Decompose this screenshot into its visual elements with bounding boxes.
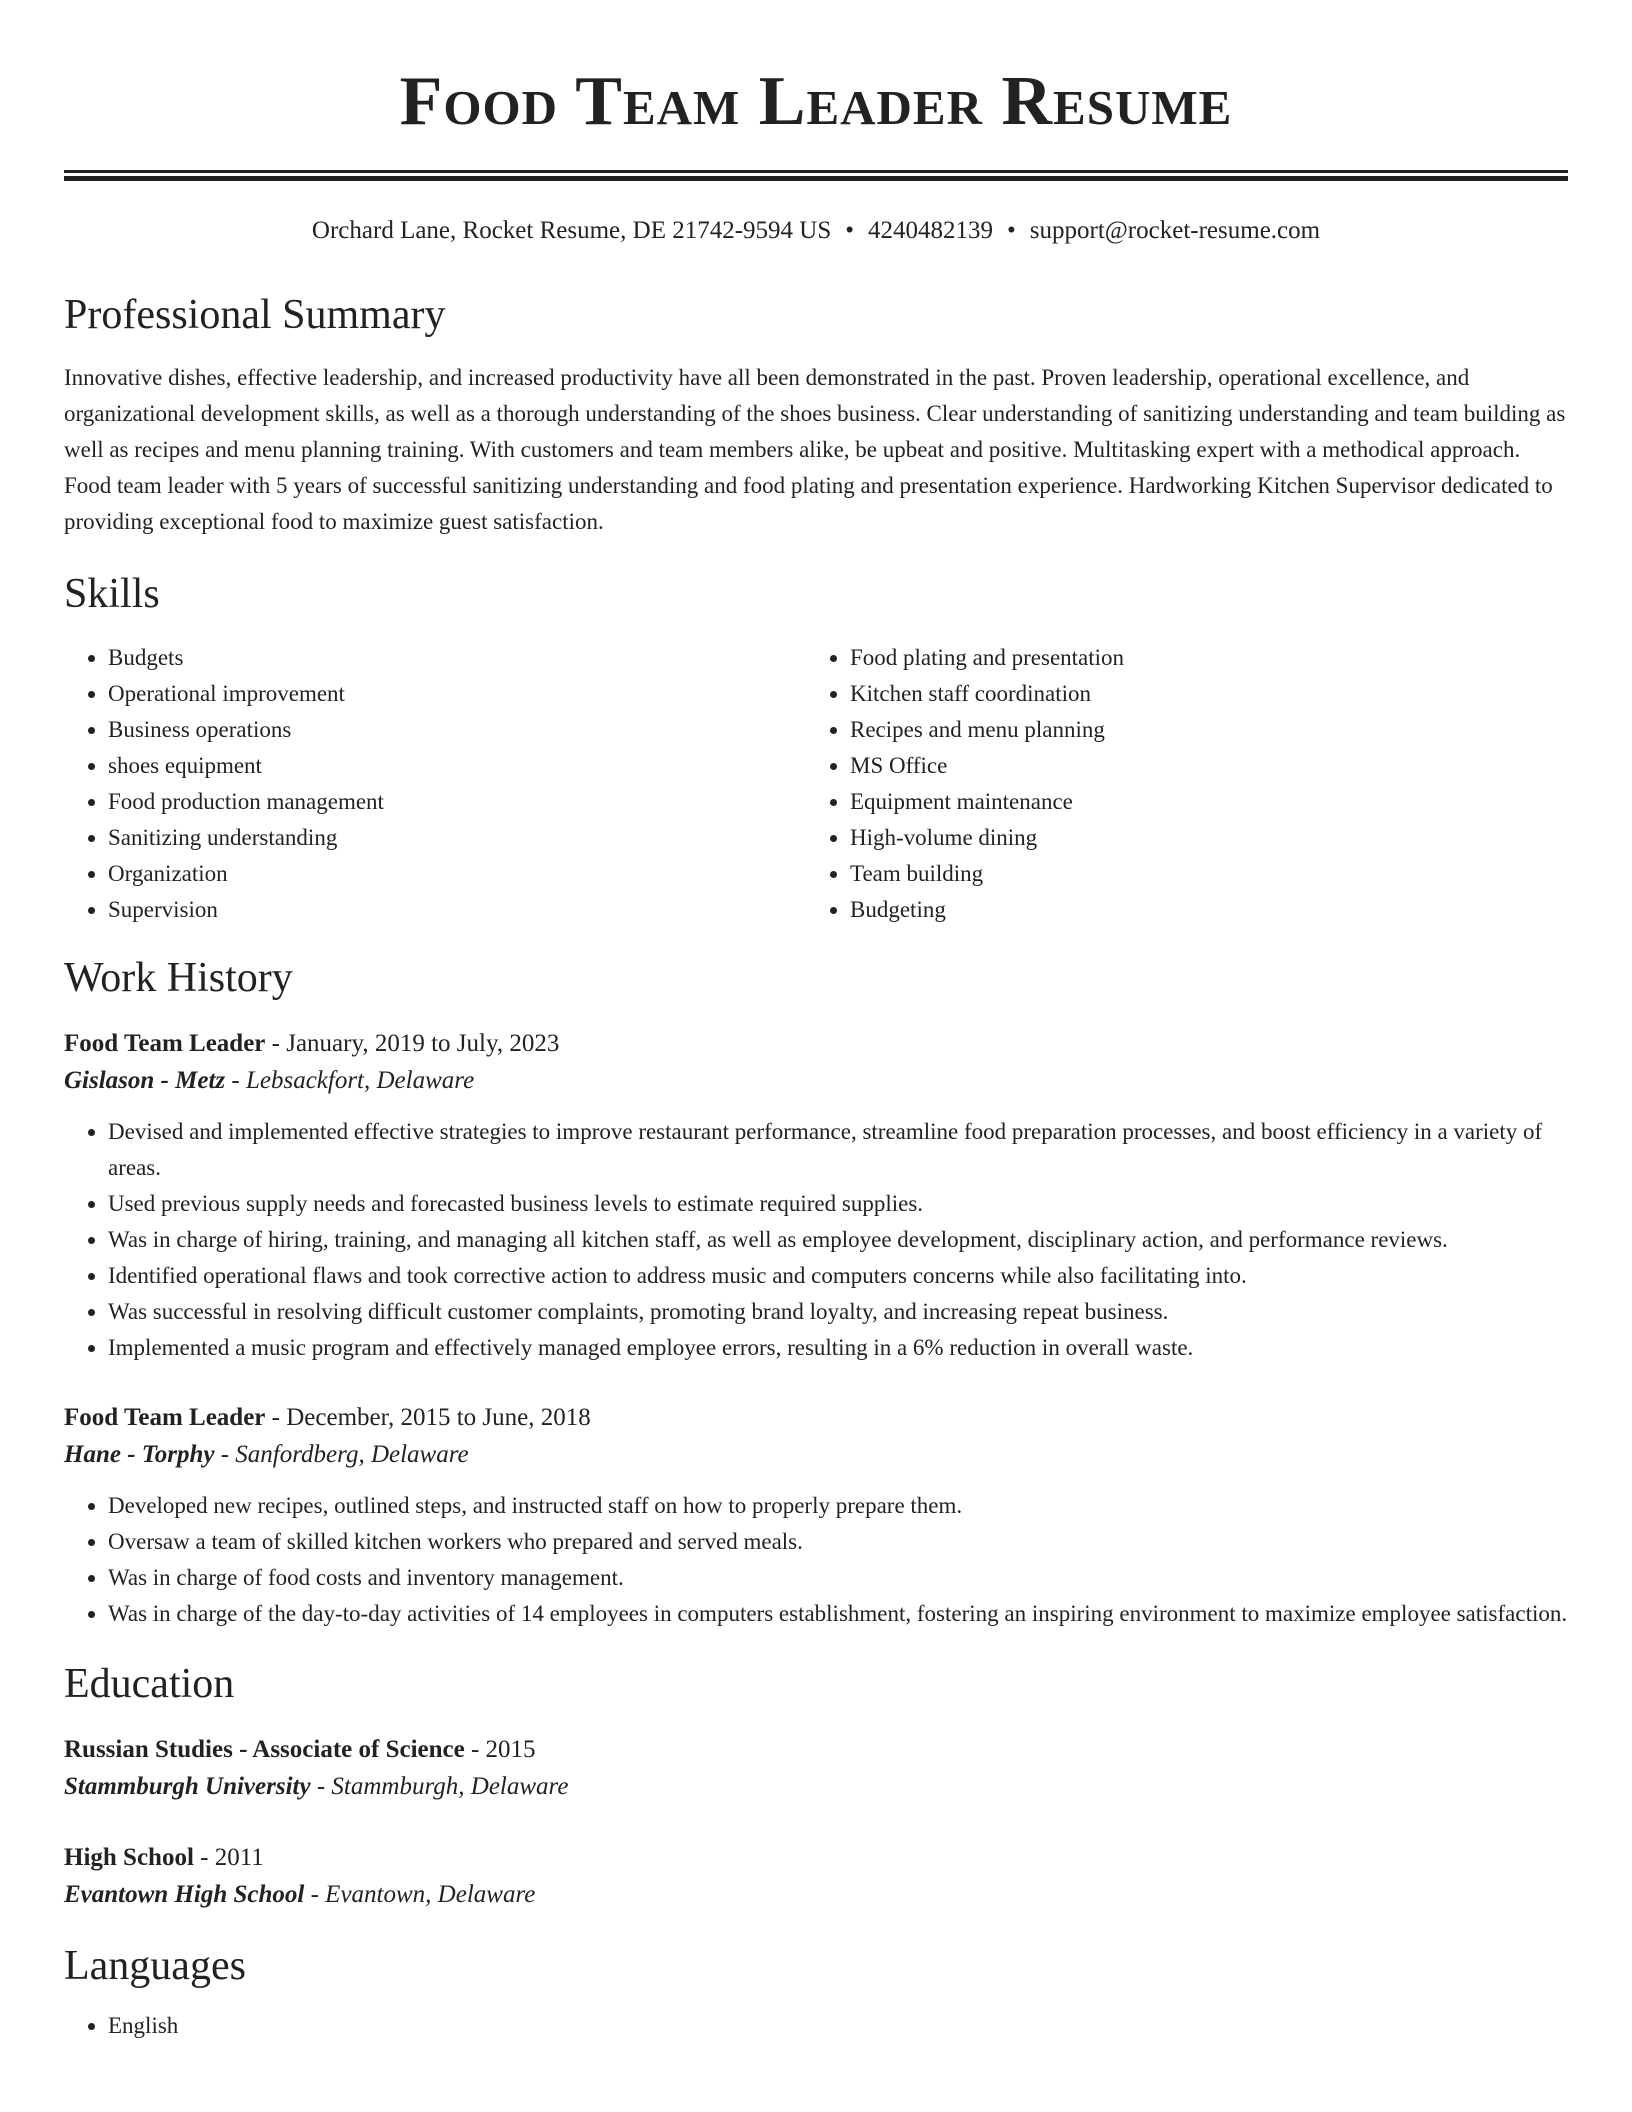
skill-item: • Food plating and presentation xyxy=(850,640,1124,676)
skill-item: • High-volume dining xyxy=(850,820,1124,856)
skill-item: • Sanitizing understanding xyxy=(108,820,806,856)
employer-name: Gislason - Metz xyxy=(64,1067,226,1094)
duty-item: • Oversaw a team of skilled kitchen workers who prepared and served meals. xyxy=(108,1524,1568,1560)
job-dates: - December, 2015 to June, 2018 xyxy=(265,1404,591,1431)
skills-column-left xyxy=(64,640,806,928)
skill-item: • Supervision xyxy=(108,892,806,928)
school-name: Evantown High School xyxy=(64,1881,305,1908)
contact-separator: • xyxy=(1007,217,1016,244)
duty-item: • Identified operational flaws and took corrective action to address music and computers concerns while also facilitating into. xyxy=(108,1258,1568,1294)
summary-heading: Professional Summary xyxy=(64,292,446,338)
job-dates: - January, 2019 to July, 2023 xyxy=(265,1030,560,1057)
degree-line xyxy=(64,1840,1568,1876)
school-location: - Evantown, Delaware xyxy=(304,1881,536,1908)
education-entry xyxy=(64,1732,1568,1806)
resume-title: Food Team Leader Resume xyxy=(399,63,1233,140)
employer-location: - Lebsackfort, Delaware xyxy=(225,1067,475,1094)
job-entry xyxy=(64,1400,1568,1632)
skill-item: • Equipment maintenance xyxy=(850,784,1124,820)
school-location: - Stammburgh, Delaware xyxy=(310,1773,569,1800)
contact-line xyxy=(64,214,1568,248)
skills-heading: Skills xyxy=(64,571,160,617)
skill-item: • shoes equipment xyxy=(108,748,806,784)
duty-item: • Implemented a music program and effectively managed employee errors, resulting in a 6% reduction in overall waste. xyxy=(108,1330,1568,1366)
contact-phone: 4240482139 xyxy=(868,217,994,244)
school-name: Stammburgh University xyxy=(64,1773,311,1800)
work-history-heading: Work History xyxy=(64,955,293,1001)
skill-item: • Organization xyxy=(108,856,806,892)
skill-item: • Team building xyxy=(850,856,1124,892)
languages-heading: Languages xyxy=(64,1943,246,1989)
employer-line xyxy=(64,1062,1568,1100)
contact-address: Orchard Lane, Rocket Resume, DE 21742-9594 US xyxy=(311,217,832,244)
job-duties xyxy=(64,1114,1568,1366)
contact-separator: • xyxy=(845,217,855,244)
skill-item: • Budgeting xyxy=(850,892,1124,928)
employer-line xyxy=(64,1436,1568,1474)
education-entry xyxy=(64,1840,1568,1914)
duty-item: • Was in charge of the day-to-day activities of 14 employees in computers establishment, fostering an inspiring environment to maximize employee satisfaction. xyxy=(108,1596,1568,1632)
duty-item: • Used previous supply needs and forecasted business levels to estimate required supplies. xyxy=(108,1186,1568,1222)
skill-item: • MS Office xyxy=(850,748,1124,784)
job-entry xyxy=(64,1026,1568,1366)
degree-name: High School xyxy=(64,1844,194,1871)
degree-year: - 2015 xyxy=(464,1736,536,1763)
duty-item: • Was in charge of food costs and inventory management. xyxy=(108,1560,1568,1596)
employer-name: Hane - Torphy xyxy=(64,1441,215,1468)
skill-item: • Operational improvement xyxy=(108,676,806,712)
skill-item: • Business operations xyxy=(108,712,806,748)
skill-item: • Budgets xyxy=(108,640,806,676)
job-duties xyxy=(64,1488,1568,1632)
employer-location: - Sanfordberg, Delaware xyxy=(214,1441,469,1468)
skill-item: • Food production management xyxy=(108,784,806,820)
degree-year: - 2011 xyxy=(193,1844,264,1871)
skill-item: • Kitchen staff coordination xyxy=(850,676,1124,712)
degree-name: Russian Studies - Associate of Science xyxy=(64,1736,465,1763)
skills-column-right xyxy=(806,640,1124,928)
duty-item: • Was successful in resolving difficult customer complaints, promoting brand loyalty, and increasing repeat business. xyxy=(108,1294,1568,1330)
language-item: • English xyxy=(108,2008,1568,2044)
duty-item: • Was in charge of hiring, training, and managing all kitchen staff, as well as employee development, disciplinary action, and performance reviews. xyxy=(108,1222,1568,1258)
degree-line xyxy=(64,1732,1568,1768)
school-line xyxy=(64,1768,1568,1806)
job-title: Food Team Leader xyxy=(64,1030,266,1057)
summary-text: Innovative dishes, effective leadership, and increased productivity have all been demonstrated in the past. Proven leadership, operational excellence, and organizational development skills, as well as a thorough understanding of the shoes business. Clear understanding of sanitizing understanding and team building as well as recipes and menu planning training. With customers and team members alike, be upbeat and positive. Multitasking expert with a methodical approach. Food team leader with 5 years of successful sanitizing understanding and food plating and presentation experience. Hardworking Kitchen Supervisor dedicated to providing exceptional food to maximize guest satisfaction. xyxy=(64,365,1566,534)
title-divider xyxy=(64,170,1568,181)
job-title-line xyxy=(64,1026,1568,1062)
job-title-line xyxy=(64,1400,1568,1436)
job-title: Food Team Leader xyxy=(64,1404,266,1431)
school-line xyxy=(64,1876,1568,1914)
contact-email: support@rocket-resume.com xyxy=(1029,217,1321,244)
duty-item: • Developed new recipes, outlined steps, and instructed staff on how to properly prepare them. xyxy=(108,1488,1568,1524)
languages-list xyxy=(64,2008,1568,2044)
education-heading: Education xyxy=(64,1661,235,1707)
duty-item: • Devised and implemented effective strategies to improve restaurant performance, streamline food preparation processes, and boost efficiency in a variety of areas. xyxy=(108,1114,1568,1186)
skills-list xyxy=(64,640,1568,928)
skill-item: • Recipes and menu planning xyxy=(850,712,1124,748)
